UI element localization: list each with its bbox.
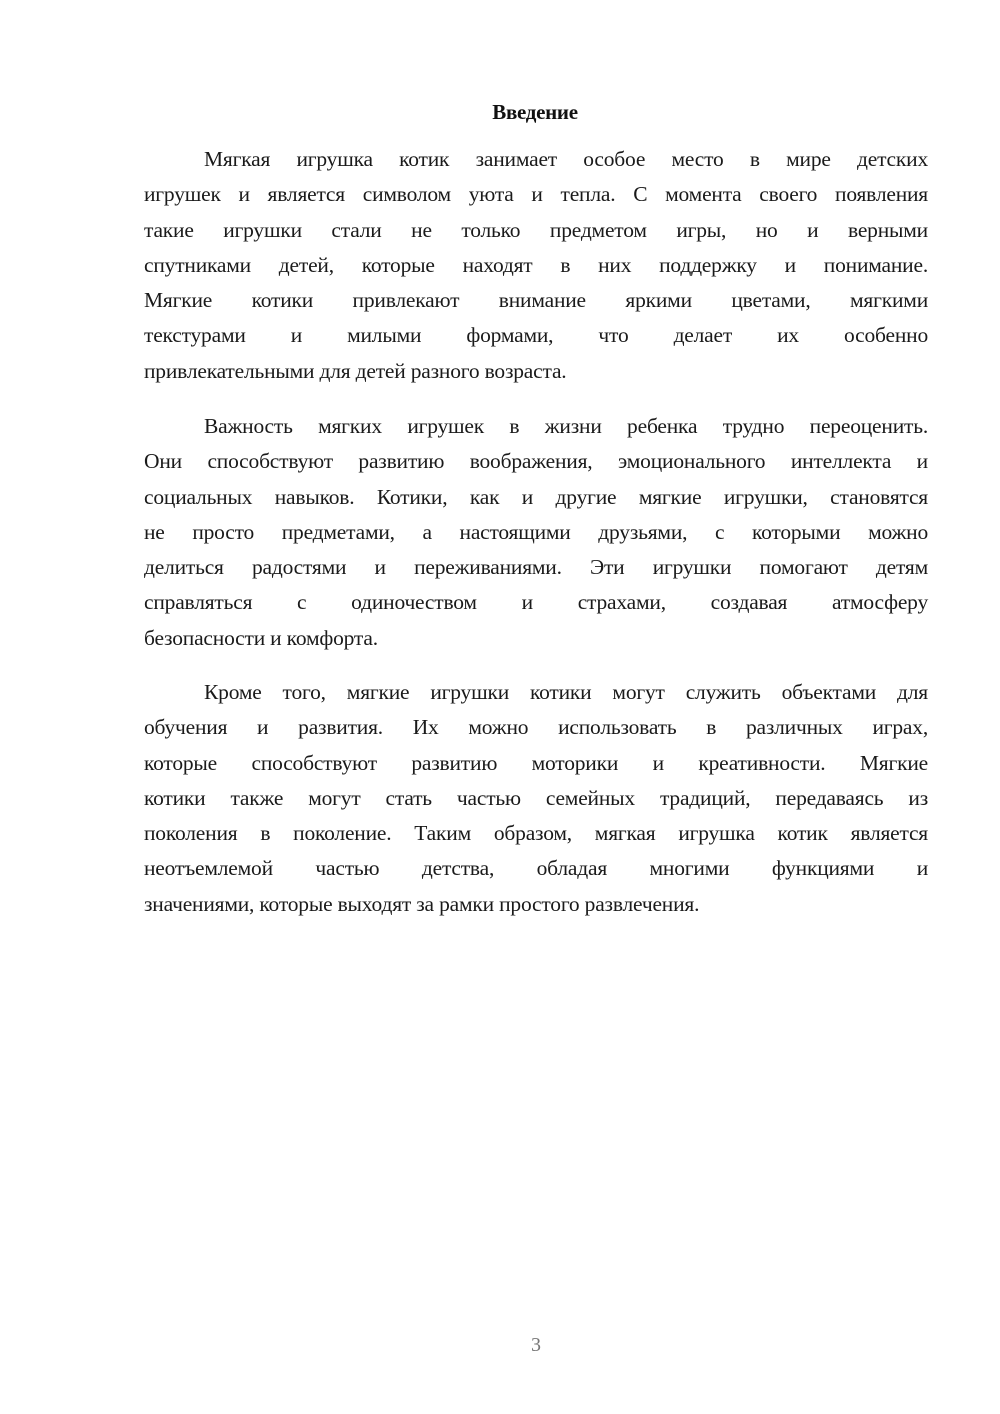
text-line: поколения в поколение. Таким образом, мягкая игрушка котик является: [144, 821, 928, 846]
paragraph-2: [144, 409, 928, 656]
text-line: справляться с одиночеством и страхами, создавая атмосферу: [144, 590, 928, 615]
text-line: Мягкие котики привлекают внимание яркими цветами, мягкими: [144, 288, 928, 313]
paragraph-3: [144, 675, 928, 922]
text-line: спутниками детей, которые находят в них поддержку и понимание.: [144, 252, 928, 277]
text-line: текстурами и милыми формами, что делает их особенно: [144, 323, 928, 348]
text-line: игрушек и является символом уюта и тепла. С момента своего появления: [144, 182, 928, 207]
text-line: привлекательными для детей разного возраста.: [144, 358, 567, 383]
text-line: безопасности и комфорта.: [144, 625, 378, 650]
paragraph-1: [144, 142, 928, 389]
page-number: 3: [531, 1334, 541, 1356]
text-line: которые способствуют развитию моторики и креативности. Мягкие: [144, 750, 928, 775]
section-heading: Введение: [492, 100, 578, 124]
text-line: Они способствуют развитию воображения, эмоционального интеллекта и: [144, 449, 928, 474]
text-line: Кроме того, мягкие игрушки котики могут служить объектами для: [204, 680, 928, 704]
text-line: неотъемлемой частью детства, обладая многими функциями и: [144, 856, 928, 881]
text-line: такие игрушки стали не только предметом игры, но и верными: [144, 217, 928, 242]
text-line: делиться радостями и переживаниями. Эти игрушки помогают детям: [144, 555, 928, 580]
text-line: значениями, которые выходят за рамки простого развлечения.: [144, 891, 700, 916]
text-line: котики также могут стать частью семейных традиций, передаваясь из: [144, 785, 928, 810]
text-line: обучения и развития. Их можно использовать в различных играх,: [144, 715, 928, 740]
text-line: социальных навыков. Котики, как и другие мягкие игрушки, становятся: [144, 484, 928, 509]
text-line: не просто предметами, а настоящими друзьями, с которыми можно: [144, 519, 928, 544]
text-line: Мягкая игрушка котик занимает особое место в мире детских: [204, 147, 928, 171]
text-line: Важность мягких игрушек в жизни ребенка трудно переоценить.: [204, 414, 928, 438]
